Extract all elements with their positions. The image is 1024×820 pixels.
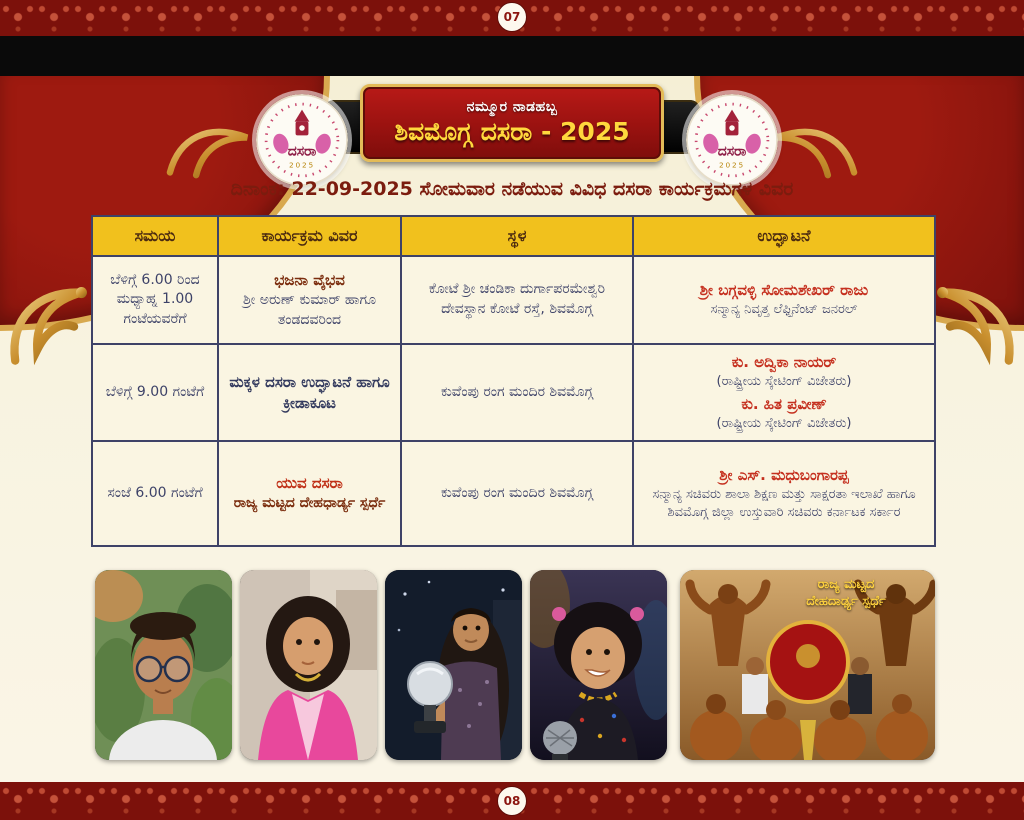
- table-row-1-time: [93, 257, 219, 345]
- table-row-2-guest: [634, 345, 936, 442]
- caption-line-2: ದೇಹದಾರ್ಢ್ಯ ಸ್ಪರ್ಧೆ: [806, 593, 886, 609]
- gold-scroll-ornament: [6, 276, 98, 368]
- guest-name: ಕು. ಹಿತ ಪ್ರವೀಣ್: [741, 395, 827, 413]
- logo-year: 2025: [718, 160, 746, 170]
- guest-description: (ರಾಷ್ಟ್ರೀಯ ಸ್ಕೇಟಿಂಗ್ ವಿಜೇತರು): [716, 416, 852, 431]
- venue-text: ಕುವೆಂಪು ರಂಗ ಮಂದಿರ ಶಿವಮೊಗ್ಗ: [441, 383, 593, 400]
- column-header-program: ಕಾರ್ಯಕ್ರಮ ವಿವರ: [219, 217, 402, 257]
- photo-girl-with-trophy: [385, 570, 522, 760]
- bodybuilding-photo-caption: [766, 577, 926, 611]
- page-number-bottom: 08: [503, 794, 521, 808]
- guest-name: ಶ್ರೀ ಬಗ್ಗವಳ್ಳಿ ಸೋಮಶೇಖರ್ ರಾಜು: [699, 281, 869, 300]
- poster-body: [0, 76, 1024, 782]
- table-row-1-program: [219, 257, 402, 345]
- column-header-venue: ಸ್ಥಳ: [402, 217, 634, 257]
- dasara-logo-right: [686, 94, 778, 186]
- table-row-2-program: [219, 345, 402, 442]
- table-row-3-time: [93, 442, 219, 547]
- table-row-3-venue: [402, 442, 634, 547]
- guest-description: ಸನ್ಮಾನ್ಯ ಸಚಿವರು ಶಾಲಾ ಶಿಕ್ಷಣ ಮತ್ತು ಸಾಕ್ಷರತಾ ಇಲಾಖೆ ಹಾಗೂ ಶಿವಮೊಗ್ಗ ಜಿಲ್ಲಾ ಉಸ್ತುವಾರಿ ಸಚಿವರು ಕರ್ನಾಟಕ ಸರ್ಕಾರ: [652, 486, 916, 520]
- guest-description: (ರಾಷ್ಟ್ರೀಯ ಸ್ಕೇಟಿಂಗ್ ವಿಜೇತರು): [716, 373, 852, 389]
- schedule-table: [91, 215, 936, 547]
- logo-year: 2025: [288, 160, 316, 170]
- table-row-1-venue: [402, 257, 634, 345]
- page-number-top: 07: [503, 10, 521, 24]
- table-row-3-program: [219, 442, 402, 547]
- guest-name: ಶ್ರೀ ಎಸ್. ಮಧುಬಂಗಾರಪ್ಪ: [719, 465, 849, 484]
- guest-description: ಸನ್ಮಾನ್ಯ ನಿವೃತ್ತ ಲೆಫ್ಟಿನೆಂಟ್ ಜನರಲ್: [710, 302, 858, 318]
- venue-text: ಕೋಟೆ ಶ್ರೀ ಚಂಡಿಕಾ ದುರ್ಗಾಪರಮೇಶ್ವರಿ ದೇವಸ್ಥಾನ ಕೋಟೆ ರಸ್ತೆ, ಶಿವಮೊಗ್ಗ: [428, 281, 606, 317]
- photo-girl-pink-dress: [240, 570, 377, 760]
- program-title: ಮಕ್ಕಳ ದಸರಾ ಉದ್ಘಾಟನೆ ಹಾಗೂ ಕ್ರೀಡಾಕೂಟ: [229, 372, 390, 412]
- header-subtitle: ನಮ್ಮೂರ ನಾಡಹಬ್ಬ: [466, 99, 558, 115]
- header-title: ಶಿವಮೊಗ್ಗ ದಸರಾ - 2025: [394, 117, 630, 146]
- dasara-logo-left: [256, 94, 348, 186]
- column-header-inauguration: ಉದ್ಘಾಟನೆ: [634, 217, 936, 257]
- logo-text: ದಸರಾ: [287, 143, 317, 160]
- caption-line-1: ರಾಜ್ಯ ಮಟ್ಟದ: [817, 577, 875, 592]
- photo-bodybuilding-competition: [680, 570, 935, 760]
- logo-text: ದಸರಾ: [717, 143, 747, 160]
- photo-boy-with-glasses: [95, 570, 232, 760]
- guest-name: ಕು. ಅದ್ವಿಕಾ ನಾಯರ್: [731, 352, 837, 371]
- page-number-bottom-badge: [497, 786, 527, 816]
- venue-text: ಕುವೆಂಪು ರಂಗ ಮಂದಿರ ಶಿವಮೊಗ್ಗ: [441, 484, 593, 501]
- event-time: ಸಂಜೆ 6.00 ಗಂಟೆಗೆ: [107, 484, 203, 501]
- table-row-1-guest: [634, 257, 936, 345]
- program-subtitle: ರಾಜ್ಯ ಮಟ್ಟದ ದೇಹಧಾರ್ಡ್ಯ ಸ್ಪರ್ಧೆ: [233, 495, 386, 512]
- gold-scroll-ornament: [926, 276, 1018, 368]
- top-black-band: [0, 36, 1024, 76]
- program-title: ಭಜನಾ ವೈಭವ: [274, 270, 345, 289]
- table-row-3-guest: [634, 442, 936, 547]
- page-number-top-badge: [497, 2, 527, 32]
- event-time: ಬೆಳಿಗ್ಗೆ 6.00 ರಿಂದ ಮಧ್ಯಾಹ್ನ 1.00 ಗಂಟೆಯವರೆಗೆ: [110, 271, 200, 327]
- column-header-time: ಸಮಯ: [93, 217, 219, 257]
- table-row-2-time: [93, 345, 219, 442]
- program-subtitle: ಶ್ರೀ ಅರುಣ್ ಕುಮಾರ್ ಹಾಗೂ ತಂಡದವರಿಂದ: [242, 291, 377, 328]
- event-time: ಬೆಳಿಗ್ಗೆ 9.00 ಗಂಟೆಗೆ: [105, 383, 205, 400]
- program-title: ಯುವ ದಸರಾ: [276, 474, 343, 493]
- table-row-2-venue: [402, 345, 634, 442]
- title-badge: [360, 84, 664, 162]
- date-heading: ದಿನಾಂಕ: 22-09-2025 ಸೋಮವಾರ ನಡೆಯುವ ವಿವಿಧ ದಸರಾ ಕಾರ್ಯಕ್ರಮಗಳ ವಿವರ: [230, 178, 794, 200]
- photo-girl-with-microphone: [530, 570, 667, 760]
